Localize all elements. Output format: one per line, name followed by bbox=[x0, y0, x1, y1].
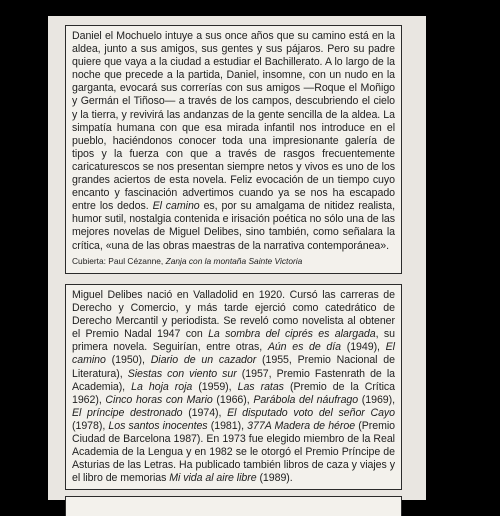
cover-credit-title: Zanja con la montaña Sainte Victoria bbox=[165, 255, 303, 266]
italic-title-segment: El disputado voto del señor Cayo bbox=[227, 406, 395, 419]
synopsis-box bbox=[65, 25, 402, 274]
italic-title-segment: El camino bbox=[152, 200, 200, 213]
italic-title-segment: Los santos inocentes bbox=[108, 419, 208, 432]
text-segment: (1966), bbox=[212, 393, 254, 406]
italic-title-segment: La hoja roja bbox=[131, 380, 193, 393]
italic-title-segment: El camino bbox=[72, 341, 395, 367]
italic-title-segment: El príncipe destronado bbox=[72, 406, 183, 419]
text-segment: (Premio de la Crítica 1962), bbox=[72, 380, 395, 406]
text-segment: (1978), bbox=[72, 419, 109, 432]
cover-credit-prefix: Cubierta: Paul Cézanne, bbox=[72, 255, 166, 266]
italic-title-segment: Diario de un cazador bbox=[150, 354, 257, 367]
text-segment: (Premio Ciudad de Barcelona 1987). En 1973 fue elegido miembro de la Real Academia de la Lengua y en 1982 se le otorgó el Premio Príncipe de Asturias de las Letras. Ha publicado también libros de caza y viajes y el libro de memorias bbox=[72, 419, 395, 485]
italic-title-segment: Las ratas bbox=[237, 380, 284, 393]
text-segment: (1957, Premio Fastenrath de la Academia), bbox=[72, 367, 395, 393]
text-segment: (1989). bbox=[256, 472, 293, 485]
text-segment: (1950), bbox=[105, 354, 151, 367]
italic-title-segment: 377A Madera de héroe bbox=[247, 419, 356, 432]
cover-credit bbox=[72, 256, 395, 266]
text-segment: (1981), bbox=[207, 419, 248, 432]
text-segment: (1959), bbox=[192, 380, 238, 393]
italic-title-segment: La sombra del ciprés es alargada bbox=[208, 328, 376, 341]
text-segment: (1974), bbox=[182, 406, 228, 419]
text-segment: (1969), bbox=[358, 393, 396, 406]
text-segment: (1955, Premio Nacional de Literatura), bbox=[72, 354, 395, 380]
text-segment: Miguel Delibes nació en Valladolid en 1920. Cursó las carreras de Derecho y Comercio, y más tarde ejerció como catedrático de Derecho Mercantil y periodista. Se reveló como novelista al obtener el Premio Nadal 1947 con bbox=[72, 289, 395, 341]
italic-title-segment: Aún es de día bbox=[267, 341, 342, 354]
text-segment: (1949), bbox=[341, 341, 386, 354]
text-segment: , su primera novela. Seguirían, entre otras, bbox=[72, 328, 395, 354]
author-bio-box bbox=[65, 284, 402, 490]
text-segment: es, por su amalgama de nitidez realista, humor sutil, nostalgia contenida e irisación poética no sólo una de las mejores novelas de Miguel Delibes, sino también, como señalara la crítica, «una de las obras maestras de la narrativa contemporánea». bbox=[72, 200, 395, 252]
italic-title-segment: Parábola del náufrago bbox=[253, 393, 359, 406]
italic-title-segment: Siestas con viento sur bbox=[127, 367, 237, 380]
text-segment: Daniel el Mochuelo intuye a sus once años que su camino está en la aldea, junto a sus amigos, sus gentes y sus pájaros. Pero su padre quiere que vaya a la ciudad a estudiar el Bachillerato. A lo largo de la noche que precede a la partida, Daniel, insomne, con un nudo en la garganta, evocará sus correrías con sus amigos —Roque el Moñigo y Germán el Tiñoso— a través de los campos, descubriendo el cielo y la tierra, y revivirá las andanzas de la gente sencilla de la aldea. La simpatía humana con que esa mirada infantil nos introduce en el pueblo, haciéndonos conocer toda una impresionante galería de tipos y la fuerza con que a través de rasgos frecuentemente caricaturescos se nos presentan siempre netos y vivos es uno de los grandes aciertos de esta novela. Feliz evocación de un tiempo cuyo encanto y fascinación advertimos cuando ya se nos ha escapado entre los dedos. bbox=[72, 30, 395, 213]
italic-title-segment: Cinco horas con Mario bbox=[105, 393, 213, 406]
author-bio-text bbox=[72, 289, 395, 485]
bottom-box-edge bbox=[65, 496, 402, 516]
synopsis-text bbox=[72, 30, 395, 253]
book-back-cover bbox=[48, 16, 426, 500]
italic-title-segment: Mi vida al aire libre bbox=[169, 472, 257, 485]
